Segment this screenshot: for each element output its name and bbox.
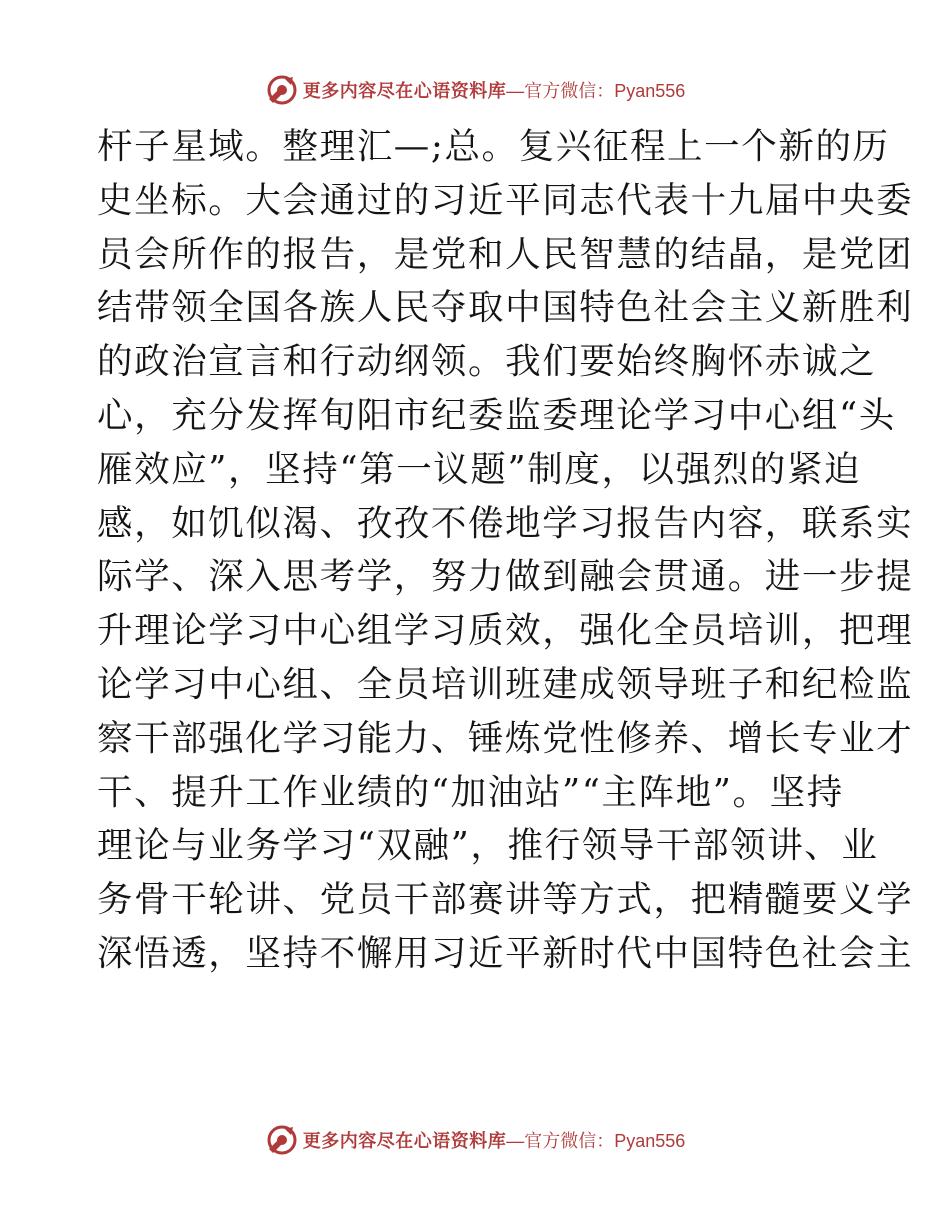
body-line: 感，如饥似渴、孜孜不倦地学习报告内容，联系实 bbox=[97, 502, 914, 544]
body-line: 结带领全国各族人民夺取中国特色社会主义新胜利 bbox=[97, 287, 914, 329]
body-line: 论学习中心组、全员培训班建成领导班子和纪检监 bbox=[97, 663, 914, 705]
body-line: 心，充分发挥旬阳市纪委监委理论学习中心组“头 bbox=[97, 394, 896, 436]
body-line: 史坐标。大会通过的习近平同志代表十九届中央委 bbox=[97, 179, 914, 221]
body-line: 杆子星域。整理汇—;总。复兴征程上一个新的历 bbox=[97, 126, 890, 167]
stamp-logo-icon bbox=[265, 1123, 299, 1157]
body-line: 务骨干轮讲、党员干部赛讲等方式，把精髓要义学 bbox=[97, 879, 914, 921]
body-line: 干、提升工作业绩的“加油站”“主阵地”。坚持 bbox=[97, 771, 844, 813]
body-line: 察干部强化学习能力、锤炼党性修养、增长专业才 bbox=[97, 717, 914, 759]
footer-banner bbox=[0, 1120, 950, 1160]
body-line: 深悟透，坚持不懈用习近平新时代中国特色社会主 bbox=[97, 932, 914, 974]
header-banner bbox=[0, 70, 950, 110]
body-line: 理论与业务学习“双融”，推行领导干部领讲、业 bbox=[97, 825, 879, 867]
body-line: 雁效应”，坚持“第一议题”制度，以强烈的紧迫 bbox=[97, 448, 862, 490]
document-body bbox=[97, 120, 914, 981]
body-line: 际学、深入思考学，努力做到融会贯通。进一步提 bbox=[97, 556, 914, 598]
body-line: 的政治宣言和行动纲领。我们要始终胸怀赤诚之 bbox=[97, 341, 877, 383]
header-wechat-text: —官方微信：Pyan556 bbox=[506, 81, 686, 101]
body-line: 员会所作的报告，是党和人民智慧的结晶，是党团 bbox=[97, 233, 914, 275]
footer-wechat-text: —官方微信：Pyan556 bbox=[506, 1131, 686, 1151]
header-promo-text: 更多内容尽在心语资料库 bbox=[302, 81, 507, 102]
stamp-logo-icon bbox=[265, 73, 299, 107]
body-line: 升理论学习中心组学习质效，强化全员培训，把理 bbox=[97, 610, 914, 652]
footer-promo-text: 更多内容尽在心语资料库 bbox=[302, 1131, 507, 1152]
